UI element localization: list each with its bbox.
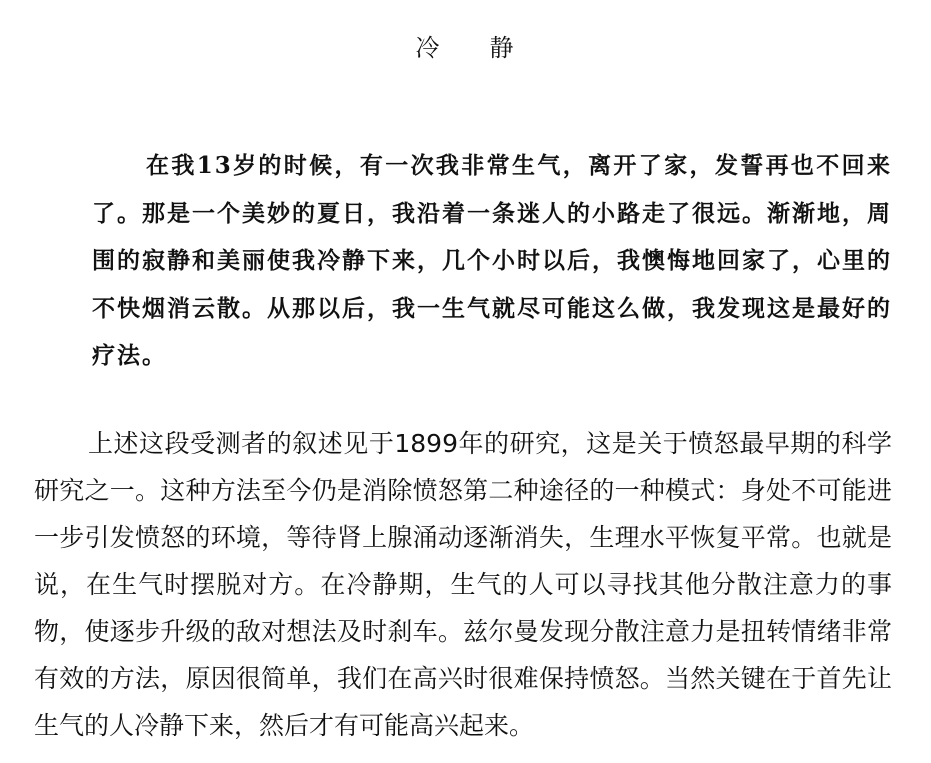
body-paragraph: 上述这段受测者的叙述见于1899年的研究，这是关于愤怒最早期的科学研究之一。这种方法至今仍是消除愤怒第二种途径的一种模式：身处不可能进一步引发愤怒的环境，等待肾上腺涌动逐渐消失，生理水平恢复平常。也就是说，在生气时摆脱对方。在冷静期，生气的人可以寻找其他分散注意力的事物，使逐步升级的敌对想法及时刹车。兹尔曼发现分散注意力是扭转情绪非常有效的方法，原因很简单，我们在高兴时很难保持愤怒。当然关键在于首先让生气的人冷静下来，然后才有可能高兴起来。 — [34, 429, 892, 740]
title-char-2: 静 — [489, 34, 516, 62]
title-char-1: 冷 — [415, 34, 442, 62]
page-title — [0, 28, 931, 63]
quoted-paragraph: 在我13岁的时候，有一次我非常生气，离开了家，发誓再也不回来了。那是一个美妙的夏日，我沿着一条迷人的小路走了很远。渐渐地，周围的寂静和美丽使我冷静下来，几个小时以后，我懊悔地回家了，心里的不快烟消云散。从那以后，我一生气就尽可能这么做，我发现这是最好的疗法。 — [92, 152, 892, 369]
